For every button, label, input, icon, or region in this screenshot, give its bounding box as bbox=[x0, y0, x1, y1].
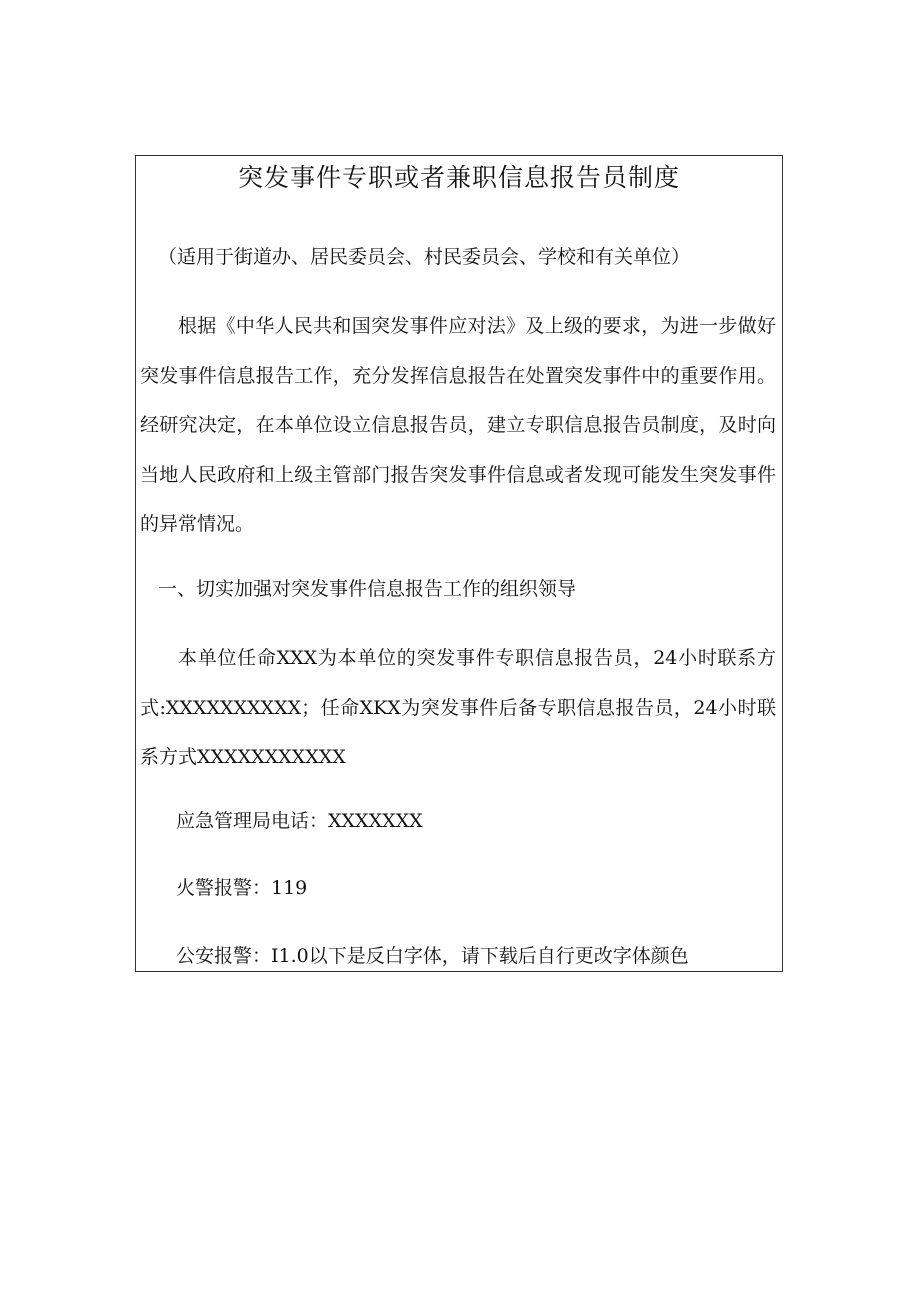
document-frame bbox=[135, 155, 783, 972]
section-1-heading: 一、切实加强对突发事件信息报告工作的组织领导 bbox=[158, 578, 577, 600]
intro-paragraph: 根据《中华人民共和国突发事件应对法》及上级的要求，为进一步做好突发事件信息报告工作，充分发挥信息报告在处置突发事件中的重要作用。经研究决定，在本单位设立信息报告员，建立专职信息报告员制度，及时向当地人民政府和上级主管部门报告突发事件信息或者发现可能发生突发事件的异常情况。 bbox=[140, 315, 776, 535]
appointment-paragraph: 本单位任命XXX为本单位的突发事件专职信息报告员，24小时联系方式:XXXXXXXXXX；任命XKX为突发事件后备专职信息报告员，24小时联系方式XXXXXXXXXXX bbox=[140, 647, 776, 768]
fire-phone-line: 火警报警：119 bbox=[176, 877, 308, 899]
emergency-phone-line: 应急管理局电话：XXXXXXX bbox=[176, 810, 423, 832]
scope-note: （适用于街道办、居民委员会、村民委员会、学校和有关单位） bbox=[158, 246, 691, 268]
police-phone-line: 公安报警：I1.0以下是反白字体，请下载后自行更改字体颜色 bbox=[176, 945, 689, 967]
document-title: 突发事件专职或者兼职信息报告员制度 bbox=[237, 163, 680, 192]
